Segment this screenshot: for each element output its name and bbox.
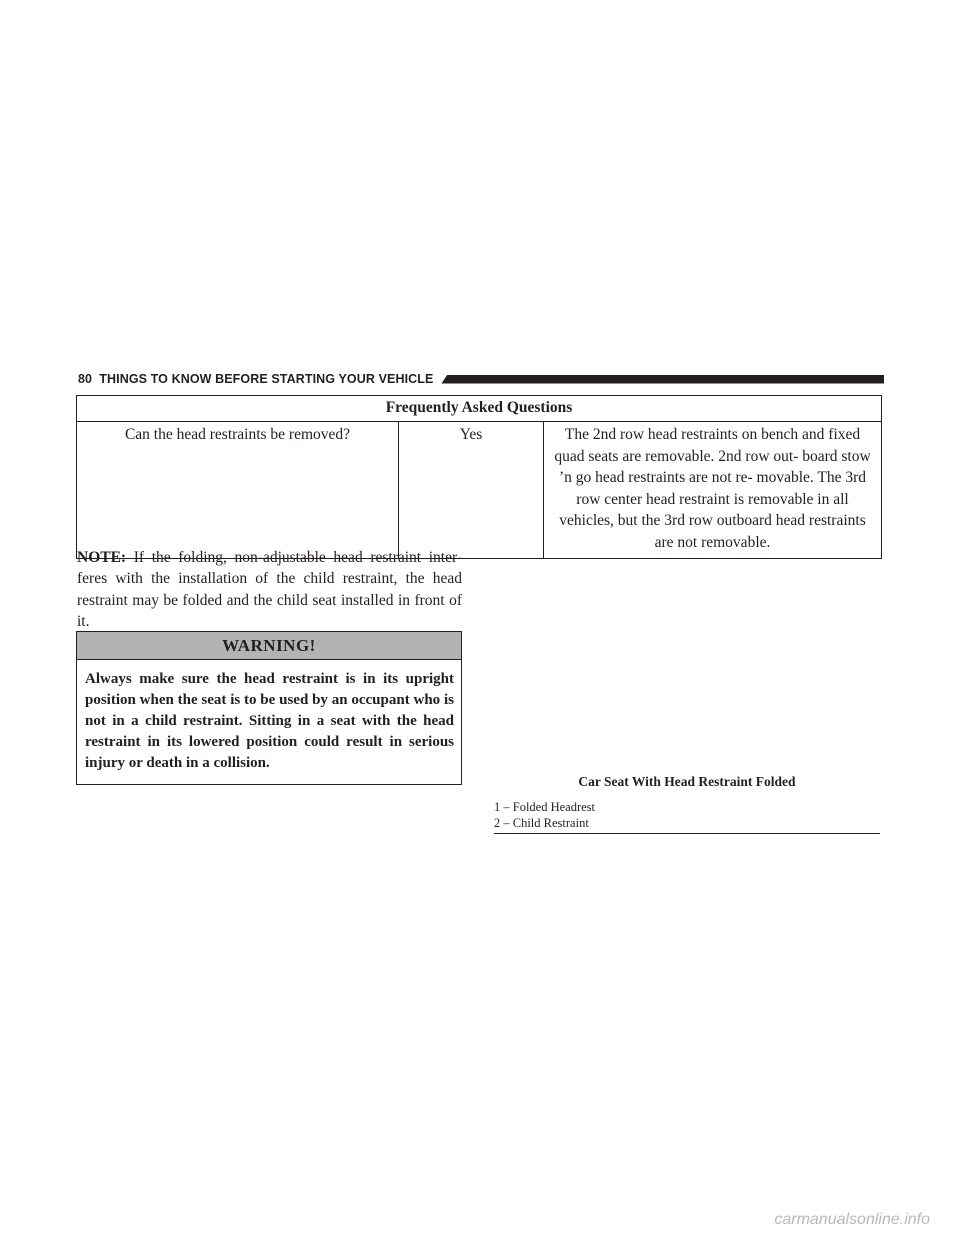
legend-item: 1 – Folded Headrest bbox=[494, 800, 596, 814]
warning-body: Always make sure the head restraint is in its upright position when the seat is to be used by an occupant who is not in a child restraint. Sitting in a seat with the head restraint in its lowered position could result in serious injury or death in a collision. bbox=[85, 671, 454, 771]
warning-title: WARNING! bbox=[77, 632, 461, 660]
figure-image-area bbox=[494, 545, 880, 765]
faq-table bbox=[76, 395, 882, 559]
faq-question: Can the head restraints be removed? bbox=[77, 422, 399, 559]
page-number-and-section bbox=[78, 372, 433, 386]
page-header bbox=[78, 370, 884, 388]
faq-answer: Yes bbox=[399, 422, 544, 559]
page-number: 80 bbox=[78, 372, 93, 386]
watermark-text: carmanualsonline.info bbox=[774, 1211, 930, 1228]
figure-legend bbox=[494, 799, 880, 834]
note-label: NOTE: bbox=[77, 549, 127, 566]
figure-caption: Car Seat With Head Restraint Folded bbox=[578, 774, 796, 789]
header-rule bbox=[441, 375, 884, 384]
faq-table-title: Frequently Asked Questions bbox=[77, 396, 882, 422]
section-title: THINGS TO KNOW BEFORE STARTING YOUR VEHICLE bbox=[99, 372, 434, 386]
note-text: If the folding, non-adjustable head restraint inter- feres with the installation of the child restraint, the head restraint may be folded and the child seat installed in front of it. bbox=[77, 549, 462, 630]
legend-item: 2 – Child Restraint bbox=[494, 816, 589, 830]
warning-box bbox=[76, 631, 462, 785]
faq-details: The 2nd row head restraints on bench and fixed quad seats are removable. 2nd row out- board stow ’n go head restraints are not re- movable. The 3rd row center head restraint is removable in all vehicles, but the 3rd row outboard head restraints are not removable. bbox=[544, 422, 882, 559]
table-row bbox=[77, 422, 882, 559]
faq-title-row bbox=[77, 396, 882, 422]
note-paragraph bbox=[77, 547, 462, 632]
